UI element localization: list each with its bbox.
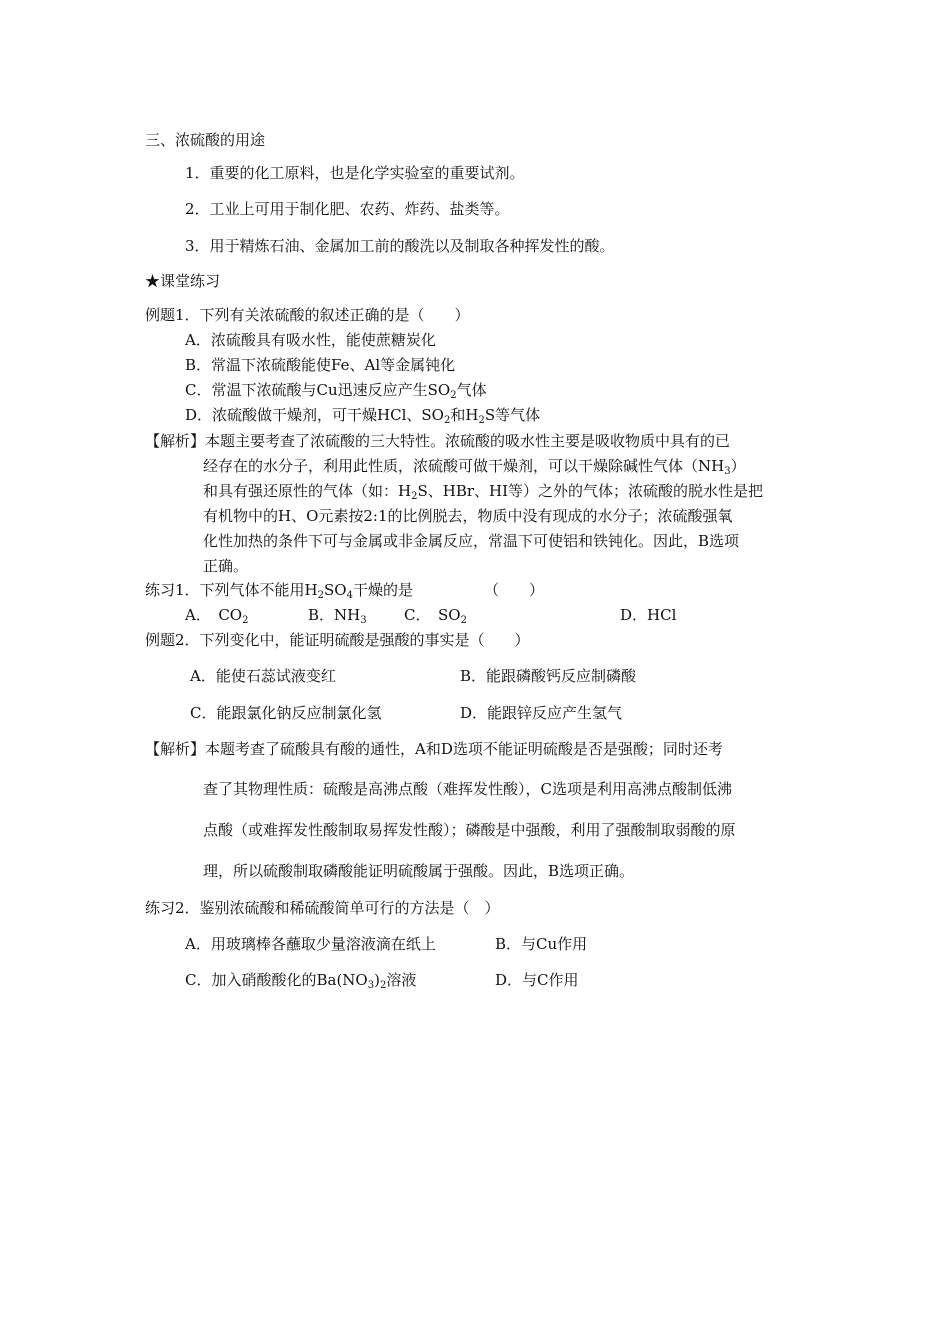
example1-analysis-line4: 有机物中的H、O元素按2:1的比例脱去，物质中没有现成的水分子；浓硫酸强氧 <box>203 507 733 525</box>
exercise1-question: 练习1．下列气体不能用$H_2SO_4$干燥的是 <box>145 581 413 601</box>
example1-option-c: C．常温下浓硫酸与Cu迅速反应产生$SO_2$气体 <box>185 381 487 401</box>
example1-option-a: A．浓硫酸具有吸水性，能使蔗糖炭化 <box>185 331 436 349</box>
example2-analysis-line3: 点酸（或难挥发性酸制取易挥发性酸）；磷酸是中强酸，利用了强酸制取弱酸的原 <box>203 821 736 839</box>
exercise1-option-c: C． $SO_2$ <box>404 606 467 626</box>
example1-analysis-line1: 【解析】本题主要考查了浓硫酸的三大特性。浓硫酸的吸水性主要是吸收物质中具有的已 <box>145 432 731 450</box>
example2-option-a: A．能使石蕊试液变红 <box>190 667 336 685</box>
exercise1-option-a: A． $CO_2$ <box>185 606 249 626</box>
exercise2-option-b: B．与Cu作用 <box>495 935 588 953</box>
example1-question: 例题1．下列有关浓硫酸的叙述正确的是（ ） <box>145 306 470 324</box>
use-item-2: 2．工业上可用于制化肥、农药、炸药、盐类等。 <box>185 200 510 218</box>
example1-analysis-line6: 正确。 <box>203 557 249 575</box>
exercise2-option-c: C．加入硝酸酸化的$Ba(NO_3)_2$溶液 <box>185 971 417 991</box>
example2-analysis-line2: 查了其物理性质：硫酸是高沸点酸（难挥发性酸），C选项是利用高沸点酸制低沸 <box>203 780 732 798</box>
example1-analysis-line5: 化性加热的条件下可与金属或非金属反应，常温下可使铝和铁钝化。因此，B选项 <box>203 532 740 550</box>
exercise2-option-d: D．与C作用 <box>495 971 579 989</box>
example1-analysis-line2: 经存在的水分子，利用此性质，浓硫酸可做干燥剂，可以干燥除碱性气体$(NH_3)$ <box>203 457 746 477</box>
practice-title: ★课堂练习 <box>145 272 221 290</box>
use-item-1: 1．重要的化工原料，也是化学实验室的重要试剂。 <box>185 164 525 182</box>
exercise1-option-b: B．$NH_3$ <box>308 606 367 626</box>
exercise2-option-a: A．用玻璃棒各蘸取少量溶液滴在纸上 <box>185 935 436 953</box>
exercise2-question: 练习2．鉴别浓硫酸和稀硫酸简单可行的方法是（ ） <box>145 899 500 917</box>
example1-analysis-line3: 和具有强还原性的气体（如：$H_2S$、HBr、HI等）之外的气体；浓硫酸的脱水性是把 <box>203 482 764 502</box>
use-item-3: 3．用于精炼石油、金属加工前的酸洗以及制取各种挥发性的酸。 <box>185 237 615 255</box>
example2-option-d: D．能跟锌反应产生氢气 <box>460 704 623 722</box>
exercise1-answer-blank: （ ） <box>484 581 545 599</box>
example2-analysis-line4: 理，所以硫酸制取磷酸能证明硫酸属于强酸。因此，B选项正确。 <box>203 862 635 880</box>
example1-option-b: B．常温下浓硫酸能使Fe、Al等金属钝化 <box>185 356 456 374</box>
example2-option-c: C．能跟氯化钠反应制氯化氢 <box>190 704 382 722</box>
example1-option-d: D．浓硫酸做干燥剂，可干燥HCl、$SO_2$和$H_2S$等气体 <box>185 406 541 426</box>
example2-analysis-line1: 【解析】本题考查了硫酸具有酸的通性，A和D选项不能证明硫酸是否是强酸；同时还考 <box>145 740 723 758</box>
example2-option-b: B．能跟磷酸钙反应制磷酸 <box>460 667 637 685</box>
example2-question: 例题2．下列变化中，能证明硫酸是强酸的事实是（ ） <box>145 631 530 649</box>
exercise1-option-d: D．HCl <box>620 606 677 624</box>
section-heading: 三、浓硫酸的用途 <box>145 131 266 149</box>
